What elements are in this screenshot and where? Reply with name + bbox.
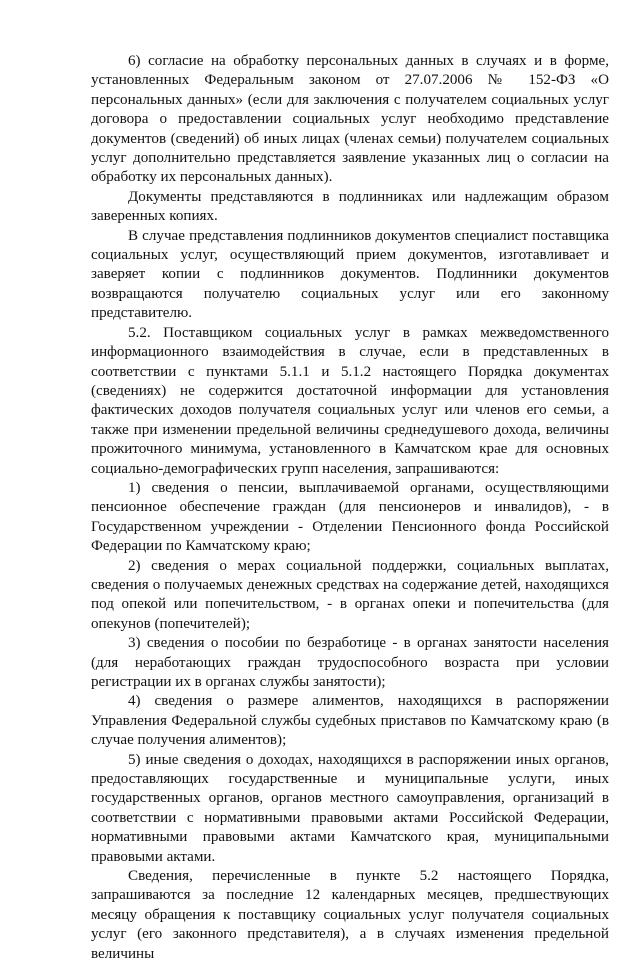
paragraph-copies-certification: В случае представления подлинников документов специалист поставщика социальных услуг, осуществляющий прием документов, изготавливает и заверяет копии с подлинников документов. Подлинники документов возвращаются получателю социальных услуг или его законному представителю. — [91, 227, 609, 322]
paragraph-consent-personal-data: 6) согласие на обработку персональных данных в случаях и в форме, установленных Федеральным законом от 27.07.2006 № 152-ФЗ «О персональных данных» (если для заключения с получателем социальных услуг договора о предоставлении социальных услуг необходимо представление документов (сведений) об иных лицах (членах семьи) получателем социальных услуг дополнительно представляется заявление указанных лиц о согласии на обработку их персональных данных). — [91, 53, 609, 186]
paragraph-documents-originals: Документы представляются в подлинниках или надлежащим образом заверенных копиях. — [91, 188, 609, 225]
paragraph-item-social-support: 2) сведения о мерах социальной поддержки, социальных выплатах, сведения о получаемых денежных средствах на содержание детей, находящихся под опекой или попечительством, - в органах опеки и попечительства (для опекунов (попечителей); — [91, 557, 609, 632]
document-body — [91, 52, 609, 964]
paragraph-item-other-income: 5) иные сведения о доходах, находящихся в распоряжении иных органов, предоставляющих государственные и муниципальные услуги, иных государственных органов, органов местного самоуправления, организаций в соответствии с нормативными правовыми актами Российской Федерации, нормативными правовыми актами Камчатского края, муниципальными правовыми актами. — [91, 751, 609, 865]
paragraph-item-alimony: 4) сведения о размере алиментов, находящихся в распоряжении Управления Федеральной службы судебных приставов по Камчатскому краю (в случае получения алиментов); — [91, 693, 609, 749]
paragraph-request-period: Сведения, перечисленные в пункте 5.2 настоящего Порядка, запрашиваются за последние 12 календарных месяцев, предшествующих месяцу обращения к поставщику социальных услуг получателя социальных услуг (его законного представителя), а в случаях изменения предельной величины — [91, 868, 609, 962]
paragraph-section-5-2: 5.2. Поставщиком социальных услуг в рамках межведомственного информационного взаимодействия в случае, если в представленных в соответствии с пунктами 5.1.1 и 5.1.2 настоящего Порядка документах (сведениях) не содержится достаточной информации для установления фактических доходов получателя социальных услуг или членов его семьи, а также при изменении предельной величины среднедушевого дохода, величины прожиточного минимума, установленного в Камчатском крае для основных социально-демографических групп населения, запрашиваются: — [91, 324, 609, 477]
paragraph-item-pension: 1) сведения о пенсии, выплачиваемой органами, осуществляющими пенсионное обеспечение граждан (для пенсионеров и инвалидов), - в Государственном учреждении - Отделении Пенсионного фонда Российской Федерации по Камчатскому краю; — [91, 479, 609, 555]
paragraph-item-unemployment: 3) сведения о пособии по безработице - в органах занятости населения (для неработающих граждан трудоспособного возраста при условии регистрации их в органах службы занятости); — [91, 635, 609, 690]
